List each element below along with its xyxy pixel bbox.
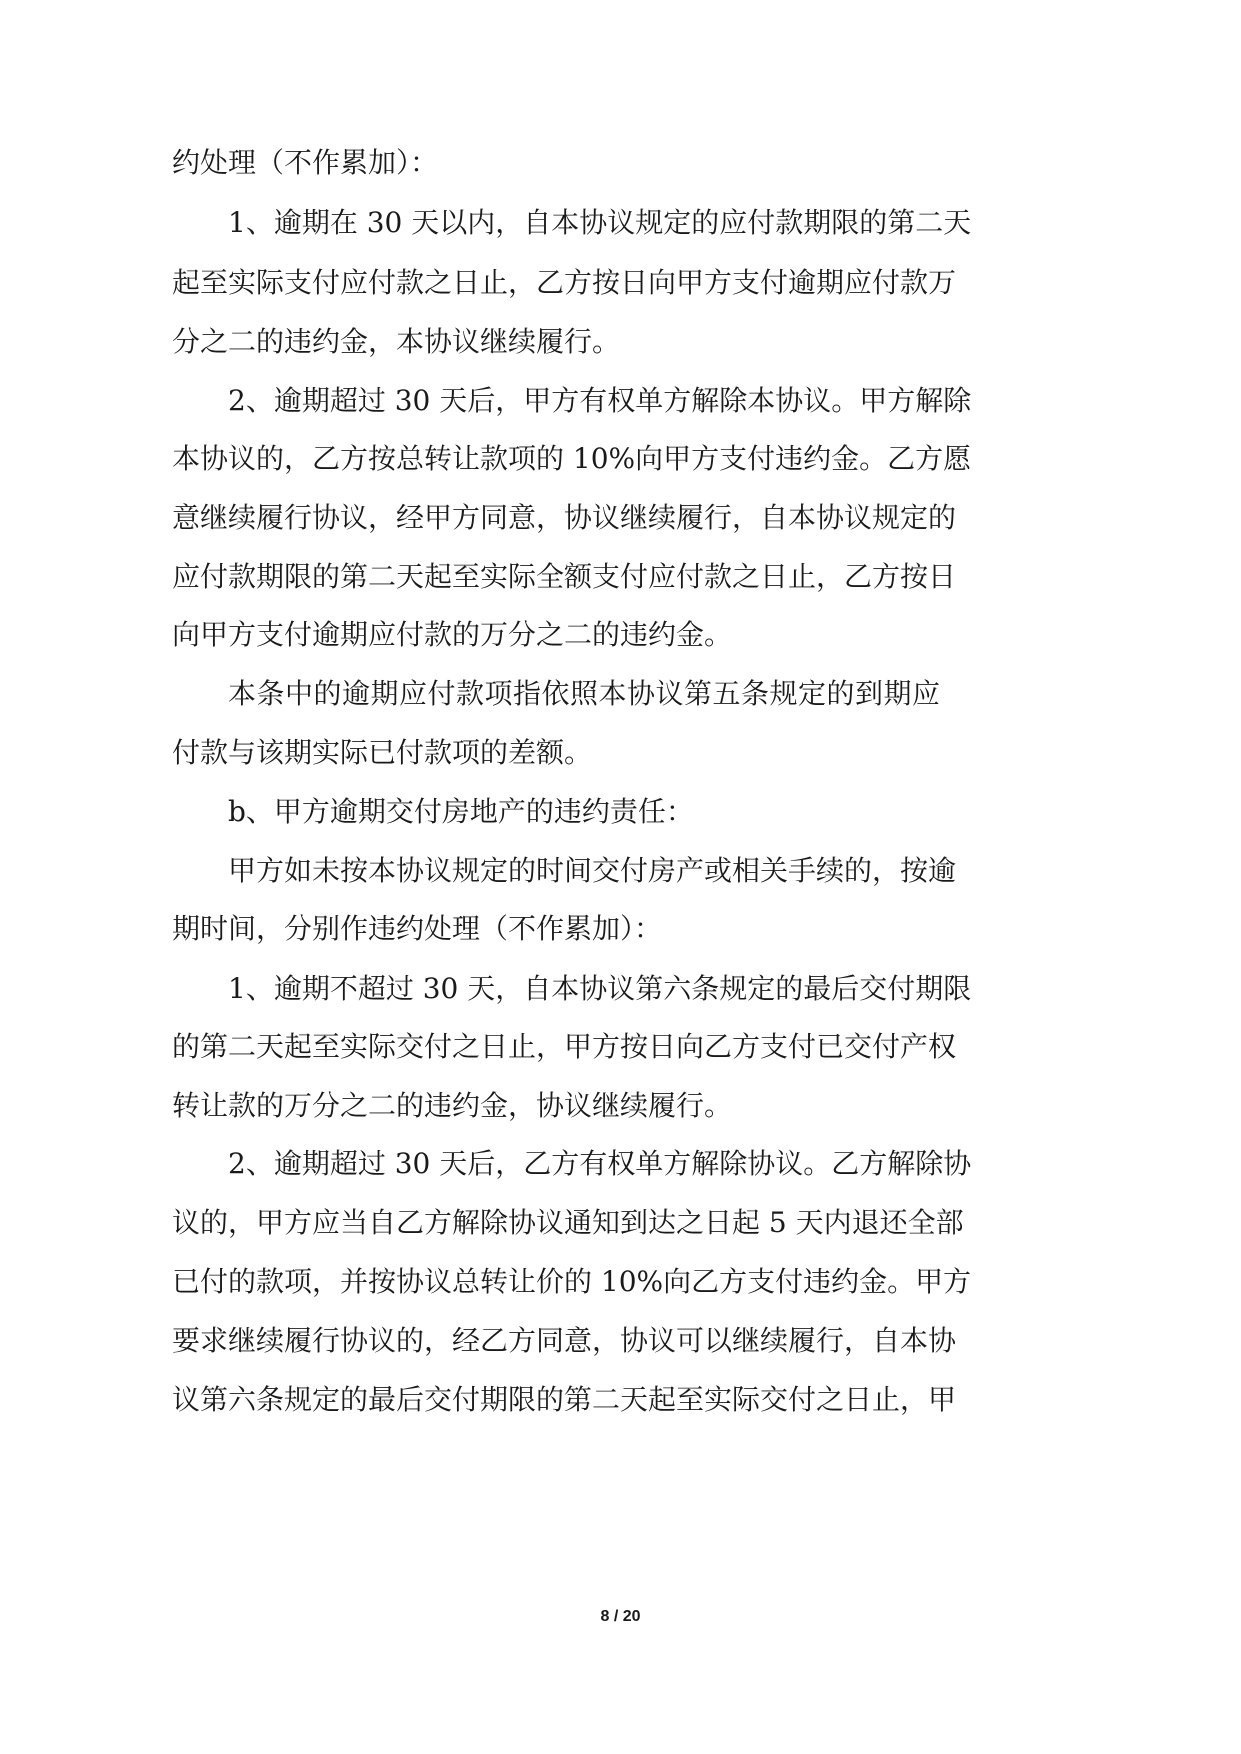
text-line: 已付的款项，并按协议总转让价的 10%向乙方支付违约金。甲方 bbox=[172, 1265, 972, 1298]
text-line: 期时间，分别作违约处理（不作累加）： bbox=[172, 912, 663, 945]
text-line: 向甲方支付逾期应付款的万分之二的违约金。 bbox=[172, 618, 733, 651]
text-line: 转让款的万分之二的违约金，协议继续履行。 bbox=[172, 1089, 733, 1122]
text-line: 本条中的逾期应付款项指依照本协议第五条规定的到期应 bbox=[228, 677, 940, 710]
text-line: 本协议的，乙方按总转让款项的 10%向甲方支付违约金。乙方愿 bbox=[172, 442, 972, 475]
text-line: 要求继续履行协议的，经乙方同意，协议可以继续履行，自本协 bbox=[172, 1324, 957, 1357]
text-line: 分之二的违约金，本协议继续履行。 bbox=[172, 325, 621, 358]
text-line: 应付款期限的第二天起至实际全额支付应付款之日止，乙方按日 bbox=[172, 560, 957, 593]
text-line: 2、逾期超过 30 天后，乙方有权单方解除协议。乙方解除协 bbox=[228, 1147, 972, 1180]
text-line: 意继续履行协议，经甲方同意，协议继续履行，自本协议规定的 bbox=[172, 501, 957, 534]
text-line: 议的，甲方应当自乙方解除协议通知到达之日起 5 天内退还全部 bbox=[172, 1206, 964, 1239]
text-line: 1、逾期不超过 30 天，自本协议第六条规定的最后交付期限 bbox=[228, 972, 972, 1005]
text-line: 付款与该期实际已付款项的差额。 bbox=[172, 736, 593, 769]
text-line: 议第六条规定的最后交付期限的第二天起至实际交付之日止，甲 bbox=[172, 1383, 957, 1416]
text-line: 甲方如未按本协议规定的时间交付房产或相关手续的，按逾 bbox=[228, 854, 957, 887]
text-line: 约处理（不作累加）： bbox=[172, 146, 439, 179]
text-line: 1、逾期在 30 天以内，自本协议规定的应付款期限的第二天 bbox=[228, 206, 972, 239]
text-line: 起至实际支付应付款之日止，乙方按日向甲方支付逾期应付款万 bbox=[172, 266, 957, 299]
text-line: b、甲方逾期交付房地产的违约责任： bbox=[228, 795, 694, 828]
page-number: 8 / 20 bbox=[600, 1608, 641, 1625]
text-line: 2、逾期超过 30 天后，甲方有权单方解除本协议。甲方解除 bbox=[228, 384, 972, 417]
text-line: 的第二天起至实际交付之日止，甲方按日向乙方支付已交付产权 bbox=[172, 1030, 957, 1063]
